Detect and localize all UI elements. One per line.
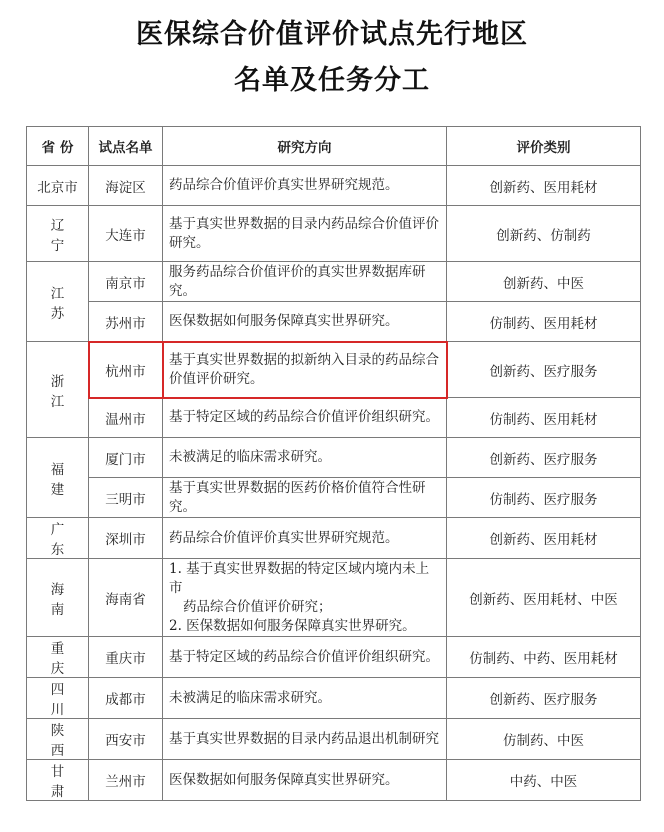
- table-row: [27, 302, 641, 342]
- province-cell: 甘肃: [27, 760, 89, 801]
- city-cell: 兰州市: [89, 760, 163, 801]
- direction-cell: 医保数据如何服务保障真实世界研究。: [163, 302, 447, 342]
- direction-item-continued: 药品综合价值评价研究；: [183, 598, 332, 615]
- city-cell: 重庆市: [89, 637, 163, 678]
- direction-cell: 药品综合价值评价真实世界研究规范。: [163, 166, 447, 206]
- category-cell: 创新药、医用耗材: [447, 166, 641, 206]
- province-cell: 辽宁: [27, 206, 89, 262]
- category-cell: 创新药、仿制药: [447, 206, 641, 262]
- table-row: [27, 760, 641, 801]
- document-title-line-2: 名单及任务分工: [234, 65, 430, 96]
- category-cell: 创新药、医用耗材: [447, 518, 641, 559]
- province-cell: 广东: [27, 518, 89, 559]
- province-cell: 重庆: [27, 637, 89, 678]
- header-city: 试点名单: [89, 127, 163, 166]
- category-cell: 创新药、医疗服务: [447, 342, 641, 398]
- direction-cell: 基于真实世界数据的目录内药品退出机制研究: [163, 719, 447, 760]
- category-cell: 仿制药、医用耗材: [447, 398, 641, 438]
- pilot-region-table: [26, 126, 641, 801]
- direction-cell: 服务药品综合价值评价的真实世界数据库研究。: [163, 262, 447, 302]
- province-cell: 四川: [27, 678, 89, 719]
- province-cell: 浙江: [27, 342, 89, 438]
- category-cell: 创新药、医疗服务: [447, 678, 641, 719]
- city-cell: 海南省: [89, 559, 163, 637]
- city-cell: 三明市: [89, 478, 163, 518]
- province-cell: 福建: [27, 438, 89, 518]
- city-cell: 深圳市: [89, 518, 163, 559]
- province-cell: 江苏: [27, 262, 89, 342]
- city-cell: 成都市: [89, 678, 163, 719]
- city-cell: 大连市: [89, 206, 163, 262]
- city-cell: 温州市: [89, 398, 163, 438]
- header-category: 评价类别: [447, 127, 641, 166]
- document-title-line-1: 医保综合价值评价试点先行地区: [136, 19, 528, 50]
- direction-cell: 未被满足的临床需求研究。: [163, 438, 447, 478]
- table-row: [27, 206, 641, 262]
- table-row: [27, 559, 641, 637]
- category-cell: 中药、中医: [447, 760, 641, 801]
- category-cell: 仿制药、中医: [447, 719, 641, 760]
- direction-cell-highlighted: 基于真实世界数据的拟新纳入目录的药品综合价值评价研究。: [163, 342, 447, 398]
- category-cell: 创新药、中医: [447, 262, 641, 302]
- header-direction: 研究方向: [163, 127, 447, 166]
- direction-item: 2. 医保数据如何服务保障真实世界研究。: [169, 617, 416, 634]
- city-cell: 海淀区: [89, 166, 163, 206]
- table-row: [27, 438, 641, 478]
- province-cell: 陕西: [27, 719, 89, 760]
- city-cell-highlighted: 杭州市: [89, 342, 163, 398]
- table-row: [27, 262, 641, 302]
- city-cell: 西安市: [89, 719, 163, 760]
- category-cell: 创新药、医用耗材、中医: [447, 559, 641, 637]
- category-cell: 仿制药、医用耗材: [447, 302, 641, 342]
- city-cell: 苏州市: [89, 302, 163, 342]
- city-cell: 南京市: [89, 262, 163, 302]
- table-row: [27, 398, 641, 438]
- table-row: [27, 518, 641, 559]
- table-row: [27, 637, 641, 678]
- city-cell: 厦门市: [89, 438, 163, 478]
- direction-cell: [163, 559, 447, 637]
- direction-cell: 基于特定区域的药品综合价值评价组织研究。: [163, 637, 447, 678]
- direction-cell: 未被满足的临床需求研究。: [163, 678, 447, 719]
- category-cell: 仿制药、中药、医用耗材: [447, 637, 641, 678]
- direction-cell: 基于特定区域的药品综合价值评价组织研究。: [163, 398, 447, 438]
- direction-cell: 医保数据如何服务保障真实世界研究。: [163, 760, 447, 801]
- direction-cell: 基于真实世界数据的目录内药品综合价值评价研究。: [163, 206, 447, 262]
- direction-item: 1. 基于真实世界数据的特定区域内境内未上市: [169, 560, 430, 596]
- province-cell: 海南: [27, 559, 89, 637]
- province-cell: 北京市: [27, 166, 89, 206]
- header-province: 省 份: [27, 127, 89, 166]
- table-row: [27, 678, 641, 719]
- table-row: [27, 342, 641, 398]
- table-row: [27, 166, 641, 206]
- direction-cell: 基于真实世界数据的医药价格价值符合性研究。: [163, 478, 447, 518]
- table-row: [27, 478, 641, 518]
- table-row: [27, 719, 641, 760]
- category-cell: 仿制药、医疗服务: [447, 478, 641, 518]
- category-cell: 创新药、医疗服务: [447, 438, 641, 478]
- direction-cell: 药品综合价值评价真实世界研究规范。: [163, 518, 447, 559]
